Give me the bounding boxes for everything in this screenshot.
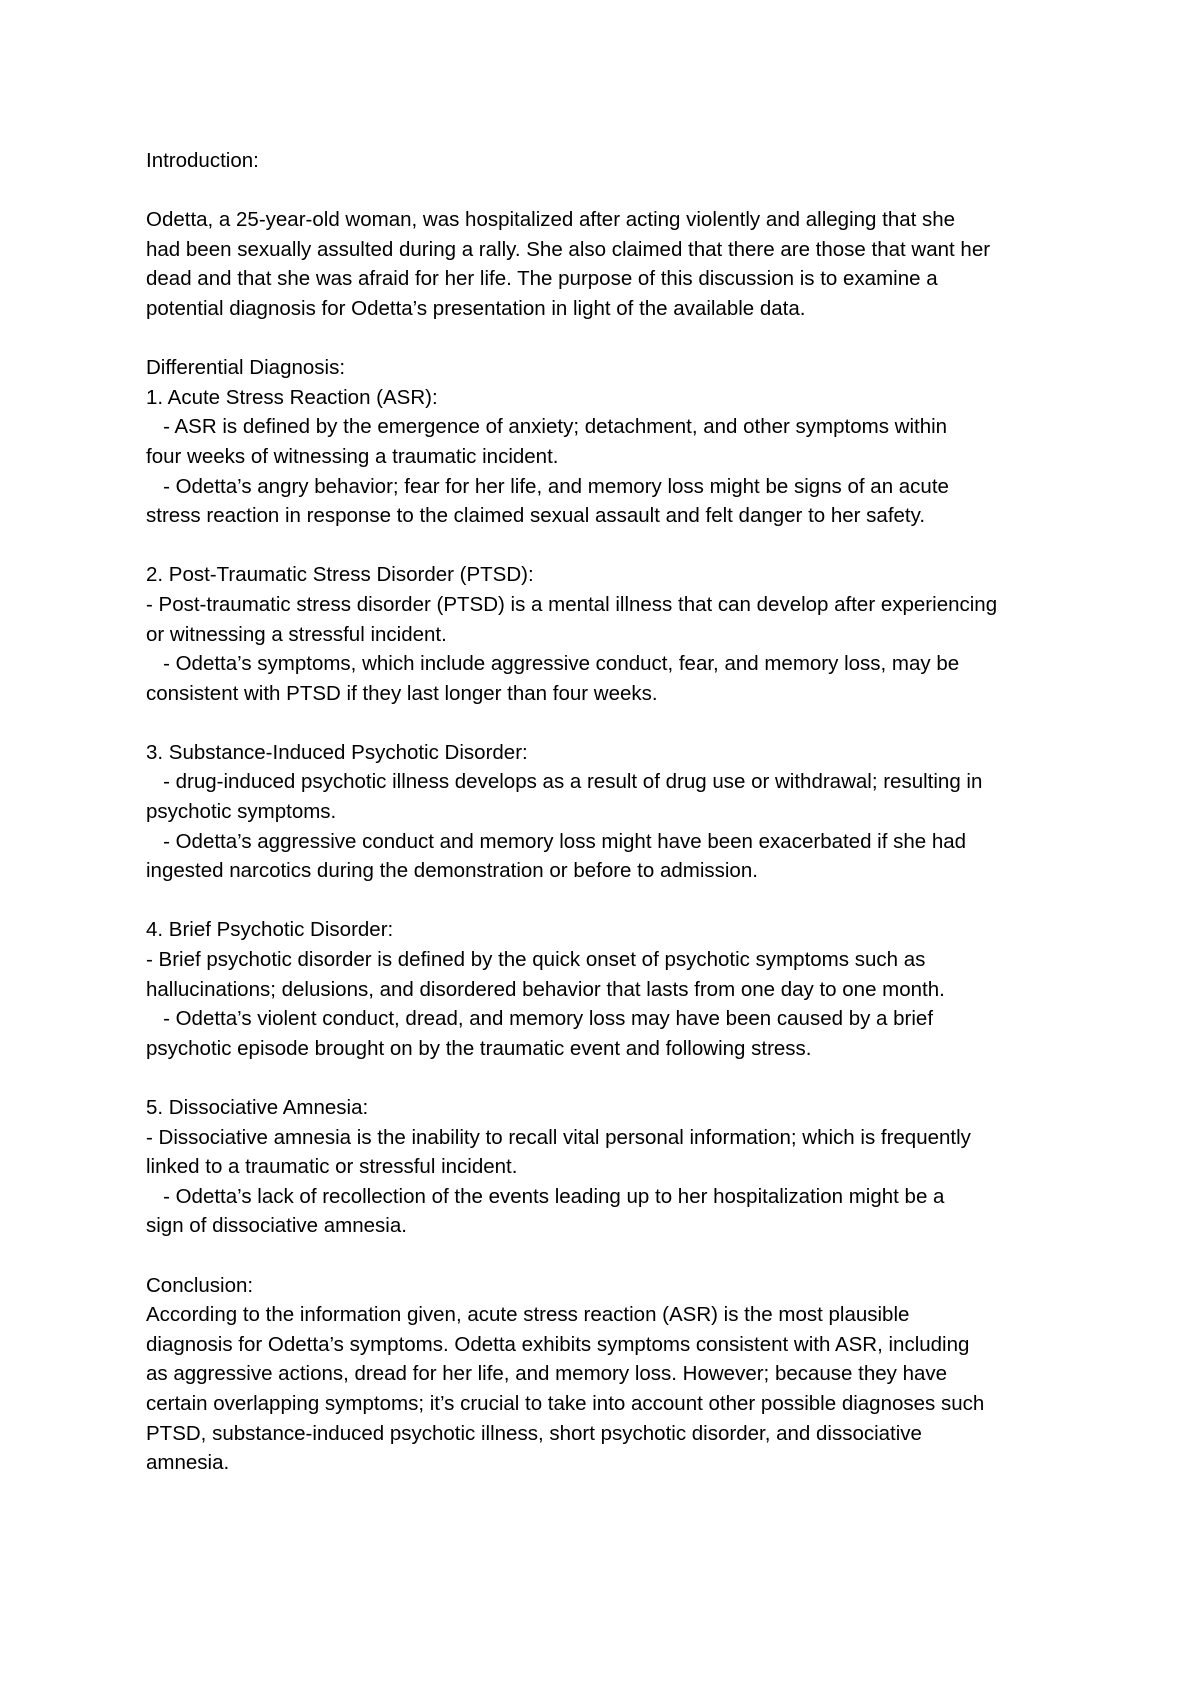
intro-paragraph <box>146 205 1086 323</box>
text-line: diagnosis for Odetta’s symptoms. Odetta exhibits symptoms consistent with ASR, including <box>146 1332 970 1356</box>
text-line: hallucinations; delusions, and disordered behavior that lasts from one day to one month. <box>146 977 945 1001</box>
text-line: consistent with PTSD if they last longer than four weeks. <box>146 681 658 705</box>
conclusion-paragraph <box>146 1300 1086 1478</box>
text-line: sign of dissociative amnesia. <box>146 1214 407 1238</box>
diagnosis-title: 5. Dissociative Amnesia: <box>146 1096 369 1119</box>
diagnosis-title: 1. Acute Stress Reaction (ASR): <box>146 385 438 409</box>
text-line: Odetta, a 25-year-old woman, was hospitalized after acting violently and alleging that she <box>146 208 956 232</box>
intro-heading: Introduction: <box>146 149 259 172</box>
text-line: - ASR is defined by the emergence of anxiety; detachment, and other symptoms within <box>146 415 948 439</box>
spacer <box>146 1241 1086 1271</box>
diagnosis-section <box>146 1093 1086 1241</box>
text-line: stress reaction in response to the claimed sexual assault and felt danger to her safety. <box>146 504 926 528</box>
text-line: linked to a traumatic or stressful incident. <box>146 1155 518 1179</box>
differential-heading: Differential Diagnosis: <box>146 356 346 380</box>
text-line: PTSD, substance-induced psychotic illness, short psychotic disorder, and dissociative <box>146 1421 922 1445</box>
spacer <box>146 1063 1086 1093</box>
text-line: - drug-induced psychotic illness develops as a result of drug use or withdrawal; resulting in <box>146 770 983 794</box>
diagnosis-title: 2. Post-Traumatic Stress Disorder (PTSD): <box>146 563 534 587</box>
text-line: - Odetta’s angry behavior; fear for her life, and memory loss might be signs of an acute <box>146 474 949 498</box>
conclusion-heading: Conclusion: <box>146 1273 254 1297</box>
text-line: had been sexually assulted during a rally. She also claimed that there are those that want her <box>146 237 991 261</box>
text-line: - Odetta’s symptoms, which include aggressive conduct, fear, and memory loss, may be <box>146 652 960 676</box>
document-page <box>146 146 1086 1478</box>
diagnosis-section <box>146 738 1086 886</box>
spacer <box>146 324 1086 354</box>
diagnosis-section <box>146 560 1086 708</box>
text-line: amnesia. <box>146 1451 230 1475</box>
text-line: - Odetta’s violent conduct, dread, and memory loss may have been caused by a brief <box>146 1007 934 1031</box>
spacer <box>146 531 1086 561</box>
spacer <box>146 708 1086 738</box>
text-line: as aggressive actions, dread for her life, and memory loss. However; because they have <box>146 1362 948 1386</box>
text-line: or witnessing a stressful incident. <box>146 622 447 646</box>
diagnosis-title: 4. Brief Psychotic Disorder: <box>146 918 394 942</box>
diagnosis-section <box>146 383 1086 531</box>
spacer <box>146 886 1086 916</box>
diagnosis-section <box>146 915 1086 1063</box>
text-line: - Post-traumatic stress disorder (PTSD) is a mental illness that can develop after experiencing <box>146 592 998 616</box>
text-line: - Brief psychotic disorder is defined by the quick onset of psychotic symptoms such as <box>146 948 926 972</box>
text-line: dead and that she was afraid for her life. The purpose of this discussion is to examine a <box>146 267 938 291</box>
text-line: - Odetta’s lack of recollection of the events leading up to her hospitalization might be a <box>146 1184 945 1208</box>
text-line: ingested narcotics during the demonstration or before to admission. <box>146 859 758 883</box>
text-line: According to the information given, acute stress reaction (ASR) is the most plausible <box>146 1303 910 1327</box>
diagnosis-title: 3. Substance-Induced Psychotic Disorder: <box>146 740 528 764</box>
text-line: - Odetta’s aggressive conduct and memory loss might have been exacerbated if she had <box>146 829 967 853</box>
text-line: - Dissociative amnesia is the inability to recall vital personal information; which is frequently <box>146 1125 971 1149</box>
text-line: certain overlapping symptoms; it’s crucial to take into account other possible diagnoses such <box>146 1391 985 1415</box>
text-line: psychotic symptoms. <box>146 800 337 824</box>
text-line: psychotic episode brought on by the traumatic event and following stress. <box>146 1036 812 1060</box>
spacer <box>146 176 1086 206</box>
text-line: four weeks of witnessing a traumatic incident. <box>146 444 559 468</box>
text-line: potential diagnosis for Odetta’s presentation in light of the available data. <box>146 296 806 320</box>
